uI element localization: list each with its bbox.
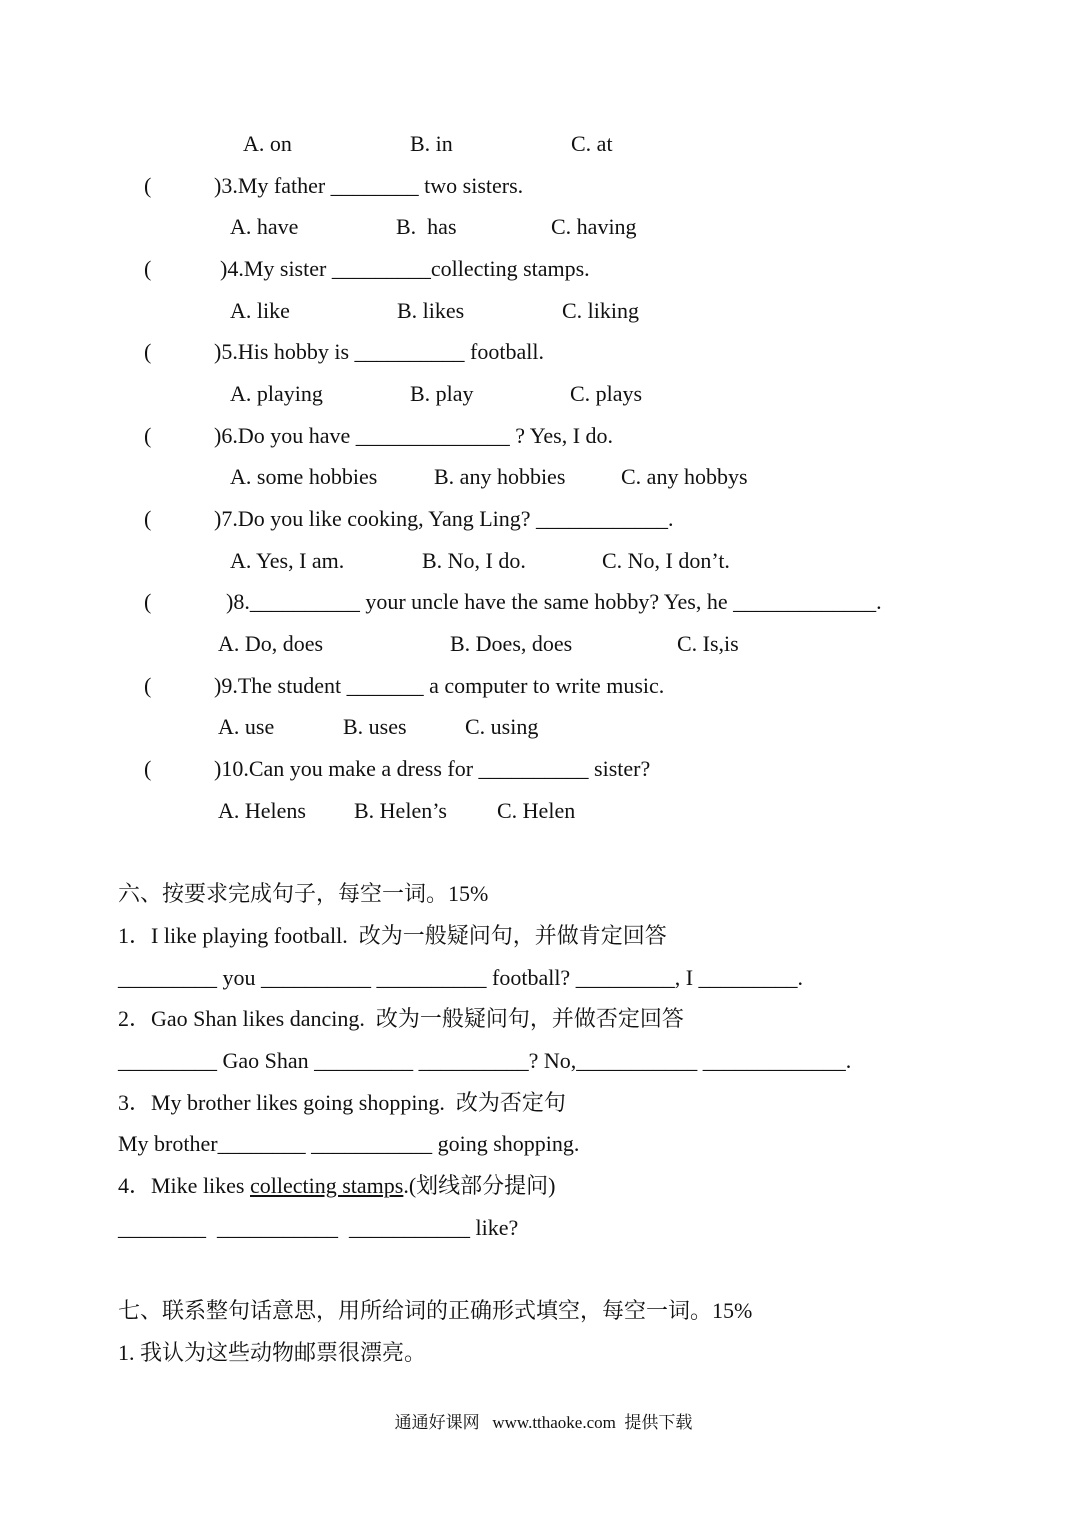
section6-title: 六、按要求完成句子，每空一词。15%: [118, 881, 489, 906]
section6-q4-answer: ________ ___________ ___________ like?: [118, 1215, 519, 1240]
q9-option-c: C. using: [465, 714, 539, 739]
q7-option-c: C. No, I don’t.: [602, 548, 730, 573]
q8-option-b: B. Does, does: [450, 631, 573, 656]
q8-stem: )8.__________ your uncle have the same hobby? Yes, he _____________.: [226, 589, 882, 614]
q5-option-b: B. play: [410, 381, 474, 406]
q7-option-b: B. No, I do.: [422, 548, 526, 573]
q2-option-a: A. on: [243, 131, 292, 156]
section6-line: _________ Gao Shan _________ __________? No,___________ _____________.: [118, 1048, 852, 1073]
q2-option-c: C. at: [571, 131, 613, 156]
section6-line: 3．My brother likes going shopping. 改为否定句: [118, 1090, 566, 1115]
q10-option-a: A. Helens: [218, 798, 306, 823]
section6-line: 2．Gao Shan likes dancing. 改为一般疑问句，并做否定回答: [118, 1006, 684, 1031]
q5-paren: (: [144, 339, 152, 364]
q4-option-a: A. like: [230, 298, 290, 323]
q3-stem: )3.My father ________ two sisters.: [214, 173, 524, 198]
q9-stem: )9.The student _______ a computer to write music.: [214, 673, 665, 698]
q6-stem: )6.Do you have ______________ ? Yes, I do.: [214, 423, 614, 448]
q4-paren: (: [144, 256, 152, 281]
q4-option-b: B. likes: [397, 298, 465, 323]
q10-stem: )10.Can you make a dress for __________ sister?: [214, 756, 651, 781]
q9-option-b: B. uses: [343, 714, 407, 739]
section6-q4-underlined: collecting stamps: [250, 1173, 404, 1198]
q6-option-a: A. some hobbies: [230, 464, 378, 489]
q7-paren: (: [144, 506, 152, 531]
q8-option-c: C. Is,is: [677, 631, 739, 656]
section7-title: 七、联系整句话意思，用所给词的正确形式填空，每空一词。15%: [118, 1298, 753, 1323]
q3-option-a: A. have: [230, 214, 299, 239]
q9-paren: (: [144, 673, 152, 698]
q6-option-c: C. any hobbys: [621, 464, 748, 489]
section6-q4-suffix: .(划线部分提问): [403, 1173, 556, 1198]
q3-paren: (: [144, 173, 152, 198]
q6-paren: (: [144, 423, 152, 448]
q4-option-c: C. liking: [562, 298, 640, 323]
section6-line: _________ you __________ __________ football? _________, I _________.: [118, 965, 804, 990]
q5-option-a: A. playing: [230, 381, 323, 406]
q8-paren: (: [144, 589, 152, 614]
q2-option-b: B. in: [410, 131, 453, 156]
q5-option-c: C. plays: [570, 381, 643, 406]
page-footer: 通通好课网 www.tthaoke.com 提供下载: [394, 1413, 693, 1432]
section7-line: 1. 我认为这些动物邮票很漂亮。: [118, 1340, 427, 1365]
section6-line: My brother________ ___________ going shopping.: [118, 1131, 580, 1156]
q3-option-c: C. having: [551, 214, 637, 239]
section6-line: 1．I like playing football. 改为一般疑问句，并做肯定回答: [118, 923, 667, 948]
q5-stem: )5.His hobby is __________ football.: [214, 339, 544, 364]
q3-option-b: B. has: [396, 214, 457, 239]
q9-option-a: A. use: [218, 714, 275, 739]
q7-option-a: A. Yes, I am.: [230, 548, 345, 573]
section6-q4: [118, 1173, 556, 1199]
q6-option-b: B. any hobbies: [434, 464, 566, 489]
q10-option-b: B. Helen’s: [354, 798, 447, 823]
q7-stem: )7.Do you like cooking, Yang Ling? ____________.: [214, 506, 674, 531]
section6-q4-prefix: 4．Mike likes: [118, 1173, 250, 1198]
q8-option-a: A. Do, does: [218, 631, 324, 656]
q4-stem: )4.My sister _________collecting stamps.: [220, 256, 590, 281]
q10-paren: (: [144, 756, 152, 781]
q10-option-c: C. Helen: [497, 798, 576, 823]
